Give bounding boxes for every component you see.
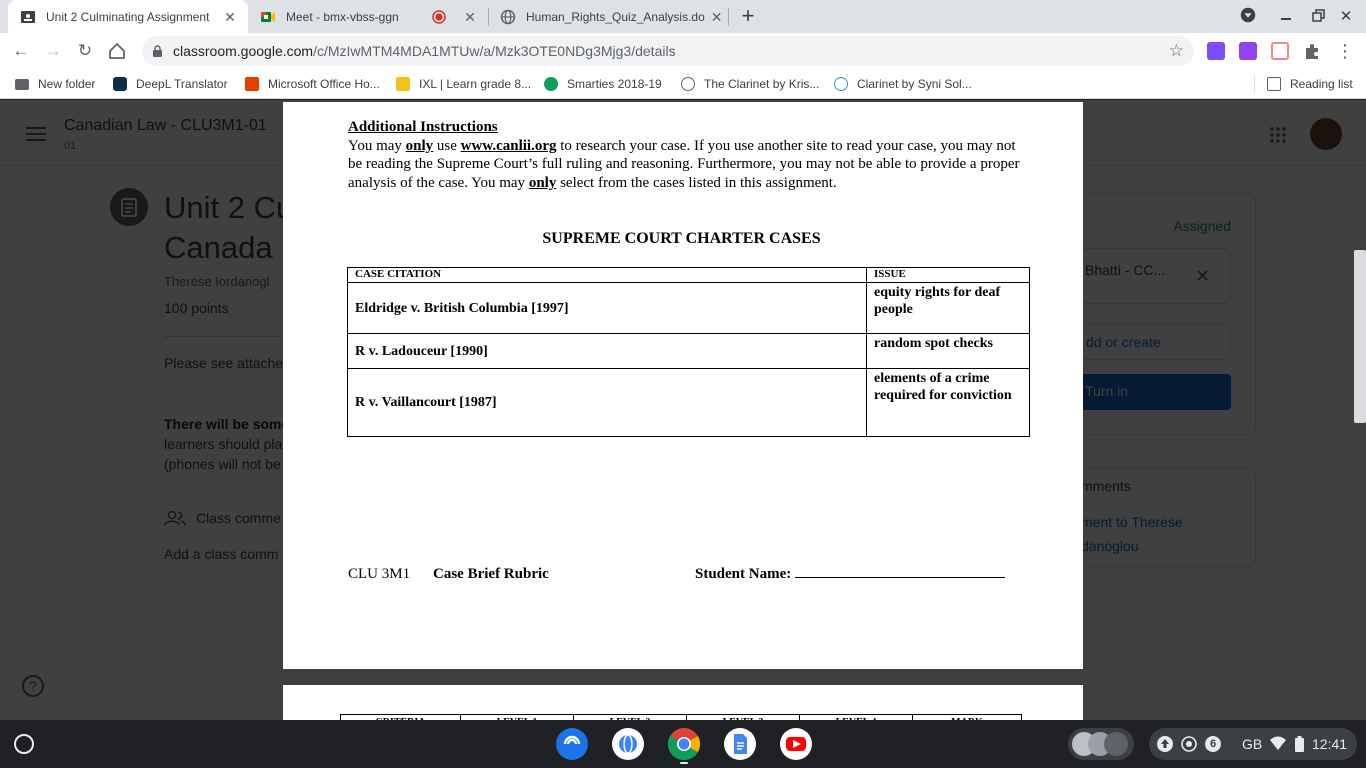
classroom-icon [20, 9, 36, 25]
tab-strip [0, 0, 1366, 33]
close-tab-icon[interactable]: ✕ [710, 8, 723, 25]
tab-search-icon[interactable] [1238, 6, 1258, 24]
youtube-icon[interactable] [780, 728, 812, 760]
tab-title: Meet - bmx-vbss-ggn [286, 9, 399, 24]
chrome-icon[interactable] [668, 728, 700, 760]
notification-count-badge: 6 [1205, 736, 1221, 752]
case-citation: Eldridge v. British Columbia [1997] [348, 283, 867, 334]
wifi-icon [1270, 737, 1286, 751]
extension-share-icon[interactable] [1271, 42, 1289, 60]
table-row [348, 283, 1030, 334]
bookmark-smarties[interactable]: Smarties 2018-19 [544, 75, 662, 93]
document-page-2 [283, 685, 1083, 720]
close-tab-icon[interactable]: ✕ [224, 8, 236, 25]
address-bar[interactable] [142, 36, 1194, 66]
bookmark-new-folder[interactable]: New folder [15, 75, 95, 93]
case-issue: elements of a crime required for conviction [867, 369, 1030, 437]
tab-separator [728, 8, 729, 26]
tab-classroom[interactable] [8, 0, 248, 33]
tab-title: Unit 2 Culminating Assignment [46, 9, 210, 24]
battery-icon [1295, 736, 1304, 752]
extension-violet-icon[interactable] [1239, 42, 1257, 60]
bookmarks-bar [0, 69, 1366, 99]
bookmark-ixl[interactable]: IXL | Learn grade 8... [396, 75, 531, 93]
bookmark-deepl[interactable]: DeepL Translator [113, 75, 228, 93]
url-text: classroom.google.com/c/MzIwMTM4MDA1MTUw/a/Mzk3OTE0NDg3Mjg3/details [173, 43, 676, 59]
bookmark-clarinet-kris[interactable]: The Clarinet by Kris... [681, 75, 819, 93]
reading-list-button[interactable]: Reading list [1267, 75, 1353, 93]
site-icon [834, 77, 848, 91]
minimize-icon[interactable] [1276, 6, 1296, 24]
forward-icon[interactable]: → [44, 41, 62, 60]
bookmark-separator [1254, 75, 1255, 93]
table-header-row [348, 268, 1030, 283]
status-tray[interactable] [1149, 728, 1357, 760]
lock-icon [153, 45, 162, 57]
deepl-icon [113, 77, 127, 91]
table-row [348, 369, 1030, 437]
recording-icon [432, 10, 446, 24]
table-row [348, 334, 1030, 369]
meet-icon [260, 9, 276, 25]
bookmark-office[interactable]: Microsoft Office Ho... [245, 75, 380, 93]
new-tab-button[interactable]: + [741, 3, 755, 28]
instructions-heading: Additional Instructions [348, 119, 498, 135]
bookmark-star-icon[interactable]: ☆ [1168, 41, 1184, 60]
close-window-icon[interactable]: ✕ [1339, 8, 1353, 25]
menu-kebab-icon[interactable]: ⋮ [1336, 41, 1354, 61]
globe-app-icon[interactable] [612, 728, 644, 760]
folder-icon [15, 79, 29, 90]
browser-toolbar [0, 33, 1366, 69]
reading-list-icon [1267, 77, 1281, 91]
holding-thumbnail [1104, 732, 1128, 756]
student-name-field: Student Name: [695, 566, 1005, 583]
close-tab-icon[interactable]: ✕ [464, 8, 476, 25]
reload-icon[interactable]: ↻ [77, 41, 93, 60]
holding-space[interactable] [1068, 728, 1134, 760]
active-app-indicator [680, 762, 688, 764]
back-icon[interactable]: ← [12, 41, 30, 60]
docs-icon[interactable] [724, 728, 756, 760]
extensions-puzzle-icon[interactable] [1303, 42, 1321, 60]
bookmark-clarinet-syni[interactable]: Clarinet by Syni Sol... [834, 75, 972, 93]
upload-icon [1157, 736, 1173, 752]
restore-icon[interactable] [1308, 7, 1328, 25]
student-name-blank [795, 566, 1005, 578]
case-issue: equity rights for deaf people [867, 283, 1030, 334]
office-icon [245, 77, 259, 91]
rubric-course-code: CLU 3M1 [348, 566, 411, 582]
ixl-icon [396, 77, 410, 91]
globe-icon [681, 77, 695, 91]
canlii-link[interactable]: www.canlii.org [460, 138, 557, 154]
launcher-icon[interactable] [14, 734, 34, 754]
tab-title: Human_Rights_Quiz_Analysis.do [526, 9, 705, 24]
chromeos-shelf [0, 720, 1366, 768]
case-citation: R v. Ladouceur [1990] [348, 334, 867, 369]
clock: 12:41 [1312, 736, 1348, 752]
globe-icon [500, 9, 516, 25]
tab-meet[interactable] [248, 0, 488, 33]
sheets-icon [544, 77, 558, 91]
rubric-title: Case Brief Rubric [433, 566, 549, 582]
column-header: CASE CITATION [348, 268, 867, 283]
webex-icon[interactable] [556, 728, 588, 760]
column-header: ISSUE [867, 268, 1030, 283]
tab-doc[interactable] [488, 0, 728, 33]
keyboard-layout: GB [1242, 736, 1263, 752]
extension-purple-icon[interactable] [1207, 42, 1225, 60]
case-issue: random spot checks [867, 334, 1030, 369]
sync-icon [1181, 736, 1197, 752]
instructions-paragraph: You may only use www.canlii.org to research your case. If you use another site to read your case, you may not be reading the Supreme Court’s full ruling and reasoning. Furthermore, you may not be able to provide a proper analysis of the case. You may only select from the cases listed in this assignment. [348, 138, 1020, 191]
case-citation: R v. Vaillancourt [1987] [348, 369, 867, 437]
home-icon[interactable] [106, 40, 128, 62]
viewer-scrollbar[interactable] [1354, 250, 1366, 423]
document-page [283, 102, 1083, 669]
cases-table [347, 267, 1030, 437]
cases-heading: SUPREME COURT CHARTER CASES [542, 230, 821, 247]
